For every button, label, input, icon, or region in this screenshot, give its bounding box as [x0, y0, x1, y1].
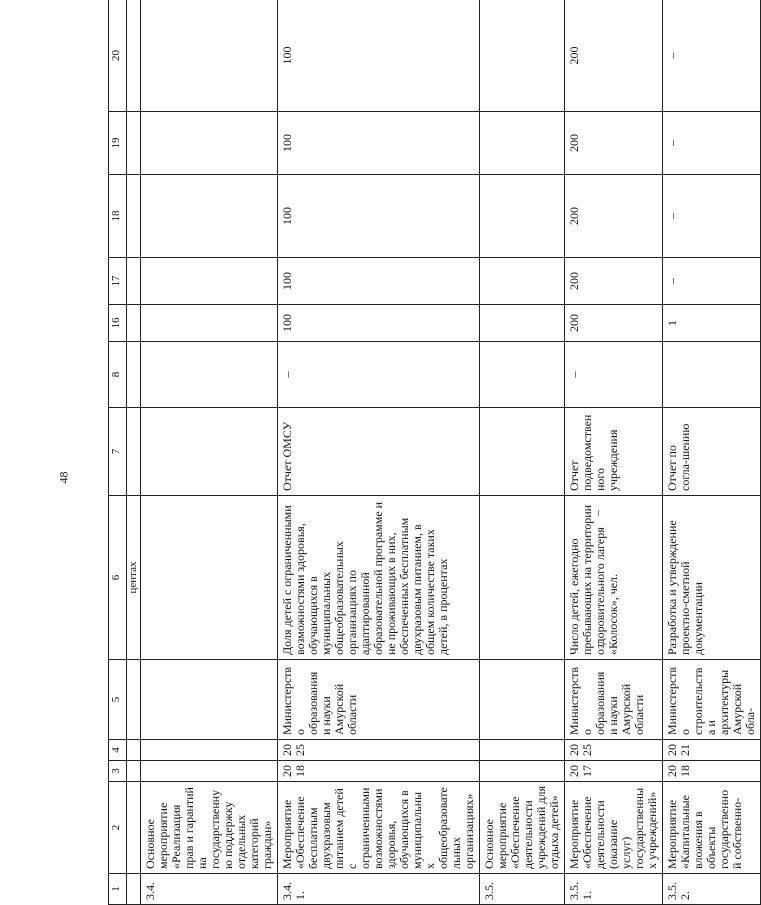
row-end-year: 2021	[663, 740, 761, 761]
row-col16: 100	[278, 305, 480, 342]
row-col8	[480, 342, 565, 408]
row-name: Мероприятие «Обеспечение деятельности (оказание услуг) государственных учреждений»	[565, 782, 663, 874]
table-cell	[127, 740, 141, 761]
row-col20	[141, 0, 278, 112]
row-col17	[141, 258, 278, 305]
row-number: 3.5.1.	[565, 874, 663, 905]
header-cell: 17	[109, 258, 127, 305]
row-indicator: Доля детей с ограниченными возможностями здоровья, обучающихся в муниципальных общеобразовательных организациях по адаптированной образовательной программе и не проживающих в них, обеспеченных бесплатным двухразовым питанием, в общем количестве таких детей, в процентах	[278, 496, 480, 660]
table-cell	[127, 408, 141, 496]
header-row	[109, 0, 127, 905]
row-indicator	[480, 496, 565, 660]
row-source: Отчет подведомственного учреждения	[565, 408, 663, 496]
table-cell	[127, 761, 141, 782]
rotated-table-sheet	[108, 0, 757, 905]
table-row	[278, 0, 480, 905]
page-number: 48	[56, 471, 71, 484]
header-cell: 2	[109, 782, 127, 874]
table-cell	[127, 175, 141, 258]
row-start-year: 2018	[663, 761, 761, 782]
table-row	[565, 0, 663, 905]
row-source	[141, 408, 278, 496]
row-number: 3.5.	[480, 874, 565, 905]
row-col19: –	[663, 112, 761, 175]
header-cell: 5	[109, 660, 127, 740]
table-cell	[127, 660, 141, 740]
row-executor: Министерство образования и науки Амурской области	[278, 660, 480, 740]
continuation-text: центах	[127, 496, 141, 660]
row-executor	[480, 660, 565, 740]
header-cell: 19	[109, 112, 127, 175]
row-start-year	[480, 761, 565, 782]
table-cell	[127, 258, 141, 305]
row-name: Мероприятие «Капитальные вложения в объекты государственной собственно-	[663, 782, 761, 874]
row-col16: 200	[565, 305, 663, 342]
row-start-year: 2017	[565, 761, 663, 782]
header-cell: 1	[109, 874, 127, 905]
row-col17	[480, 258, 565, 305]
row-col8: –	[278, 342, 480, 408]
continuation-row	[127, 0, 141, 905]
header-cell: 20	[109, 0, 127, 112]
row-end-year: 2025	[565, 740, 663, 761]
row-col20: 100	[278, 0, 480, 112]
row-col18	[480, 175, 565, 258]
header-cell: 4	[109, 740, 127, 761]
row-col19	[480, 112, 565, 175]
row-source: Отчет по согла-шению	[663, 408, 761, 496]
row-col8: –	[565, 342, 663, 408]
row-end-year	[141, 740, 278, 761]
row-executor: Министерство строительства и архитектуры Амурской обла-	[663, 660, 761, 740]
table-cell	[127, 342, 141, 408]
row-col20: 200	[565, 0, 663, 112]
row-indicator	[141, 496, 278, 660]
table-cell	[127, 0, 141, 112]
row-source: Отчет ОМСУ	[278, 408, 480, 496]
row-col17: 100	[278, 258, 480, 305]
row-col18: –	[663, 175, 761, 258]
table-cell	[127, 112, 141, 175]
row-col18	[141, 175, 278, 258]
row-name: Основное мероприятие «Реализация прав и гарантий на государственную поддержку отдельных категорий граждан»	[141, 782, 278, 874]
table-cell	[127, 874, 141, 905]
row-col20	[480, 0, 565, 112]
row-name: Основное мероприятие «Обеспечение деятельности учреждений для отдыха детей»	[480, 782, 565, 874]
row-number: 3.4.	[141, 874, 278, 905]
row-source	[480, 408, 565, 496]
row-end-year	[480, 740, 565, 761]
row-col8	[663, 342, 761, 408]
header-cell: 16	[109, 305, 127, 342]
row-col18: 200	[565, 175, 663, 258]
header-cell: 3	[109, 761, 127, 782]
program-table	[108, 0, 761, 905]
row-start-year: 2018	[278, 761, 480, 782]
row-start-year	[141, 761, 278, 782]
table-cell	[127, 305, 141, 342]
row-col16	[480, 305, 565, 342]
row-executor	[141, 660, 278, 740]
row-col17: –	[663, 258, 761, 305]
header-cell: 18	[109, 175, 127, 258]
row-indicator: Число детей, ежегодно пребывающих на территории оздоровительного лагеря «Колосок», чел.	[565, 496, 663, 660]
table-row	[480, 0, 565, 905]
row-end-year: 2025	[278, 740, 480, 761]
row-col17: 200	[565, 258, 663, 305]
row-indicator: Разработка и утверждение проектно-сметной документации	[663, 496, 761, 660]
row-col18: 100	[278, 175, 480, 258]
row-col19	[141, 112, 278, 175]
row-col19: 100	[278, 112, 480, 175]
row-col19: 200	[565, 112, 663, 175]
row-executor: Министерство образования и науки Амурской области	[565, 660, 663, 740]
table-row	[663, 0, 761, 905]
row-number: 3.5.2.	[663, 874, 761, 905]
row-col16: 1	[663, 305, 761, 342]
header-cell: 8	[109, 342, 127, 408]
table-cell	[127, 782, 141, 874]
row-col20: –	[663, 0, 761, 112]
table-row	[141, 0, 278, 905]
row-number: 3.4.1.	[278, 874, 480, 905]
row-col8	[141, 342, 278, 408]
row-col16	[141, 305, 278, 342]
header-cell: 7	[109, 408, 127, 496]
header-cell: 6	[109, 496, 127, 660]
row-name: Мероприятие «Обеспечение бесплатным двухразовым питанием детей с ограниченными возможностями здоровья, обучающихся в муниципальных общеобразовательных организациях»	[278, 782, 480, 874]
